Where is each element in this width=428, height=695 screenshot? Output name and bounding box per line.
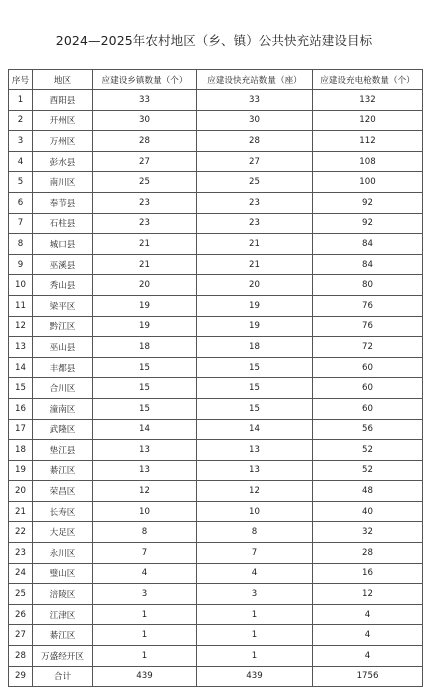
towns-count-cell: 15 <box>93 357 197 378</box>
guns-count-cell: 76 <box>313 295 423 316</box>
region-cell: 合川区 <box>33 378 93 399</box>
towns-count-cell: 23 <box>93 213 197 234</box>
row-index-cell: 3 <box>9 131 33 152</box>
table-row <box>9 192 423 213</box>
row-index-cell: 14 <box>9 357 33 378</box>
stations-count-cell: 1 <box>197 646 313 667</box>
stations-count-cell: 8 <box>197 522 313 543</box>
row-index-cell: 15 <box>9 378 33 399</box>
table-row <box>9 275 423 296</box>
guns-count-cell: 60 <box>313 398 423 419</box>
stations-count-cell: 33 <box>197 90 313 111</box>
row-index-cell: 18 <box>9 440 33 461</box>
table-row <box>9 110 423 131</box>
region-cell: 璧山区 <box>33 563 93 584</box>
stations-count-cell: 28 <box>197 131 313 152</box>
towns-count-cell: 13 <box>93 460 197 481</box>
guns-count-cell: 28 <box>313 543 423 564</box>
stations-count-cell: 7 <box>197 543 313 564</box>
table-row <box>9 481 423 502</box>
stations-count-cell: 23 <box>197 192 313 213</box>
stations-count-cell: 20 <box>197 275 313 296</box>
region-cell: 潼南区 <box>33 398 93 419</box>
stations-count-cell: 18 <box>197 337 313 358</box>
guns-count-cell: 48 <box>313 481 423 502</box>
table-row <box>9 131 423 152</box>
row-index-cell: 11 <box>9 295 33 316</box>
guns-count-cell: 108 <box>313 151 423 172</box>
guns-count-cell: 112 <box>313 131 423 152</box>
table-row <box>9 172 423 193</box>
table-row <box>9 419 423 440</box>
stations-count-cell: 15 <box>197 378 313 399</box>
row-index-cell: 1 <box>9 90 33 111</box>
row-index-cell: 4 <box>9 151 33 172</box>
region-cell: 开州区 <box>33 110 93 131</box>
row-index-cell: 23 <box>9 543 33 564</box>
stations-count-cell: 14 <box>197 419 313 440</box>
row-index-cell: 25 <box>9 584 33 605</box>
row-index-cell: 2 <box>9 110 33 131</box>
towns-count-cell: 3 <box>93 584 197 605</box>
guns-count-cell: 4 <box>313 625 423 646</box>
table-row <box>9 378 423 399</box>
region-cell: 秀山县 <box>33 275 93 296</box>
table-row <box>9 666 423 687</box>
stations-count-cell: 21 <box>197 234 313 255</box>
region-cell: 涪陵区 <box>33 584 93 605</box>
row-index-cell: 13 <box>9 337 33 358</box>
guns-count-cell: 60 <box>313 357 423 378</box>
region-cell: 大足区 <box>33 522 93 543</box>
stations-count-cell: 19 <box>197 316 313 337</box>
region-cell: 长寿区 <box>33 501 93 522</box>
table-row <box>9 646 423 667</box>
stations-count-cell: 15 <box>197 357 313 378</box>
guns-count-cell: 4 <box>313 604 423 625</box>
table-row <box>9 501 423 522</box>
towns-count-cell: 439 <box>93 666 197 687</box>
guns-count-cell: 12 <box>313 584 423 605</box>
region-cell: 巫溪县 <box>33 254 93 275</box>
region-cell: 綦江区 <box>33 460 93 481</box>
table-row <box>9 254 423 275</box>
towns-count-cell: 14 <box>93 419 197 440</box>
towns-count-cell: 20 <box>93 275 197 296</box>
towns-count-cell: 23 <box>93 192 197 213</box>
guns-count-cell: 84 <box>313 234 423 255</box>
region-cell: 巫山县 <box>33 337 93 358</box>
header-cell-towns: 应建设乡镇数量（个） <box>93 70 197 90</box>
table-row <box>9 151 423 172</box>
towns-count-cell: 4 <box>93 563 197 584</box>
region-cell: 丰都县 <box>33 357 93 378</box>
towns-count-cell: 12 <box>93 481 197 502</box>
towns-count-cell: 15 <box>93 398 197 419</box>
row-index-cell: 27 <box>9 625 33 646</box>
guns-count-cell: 52 <box>313 440 423 461</box>
table-row <box>9 440 423 461</box>
guns-count-cell: 132 <box>313 90 423 111</box>
stations-count-cell: 1 <box>197 604 313 625</box>
table-row <box>9 625 423 646</box>
stations-count-cell: 25 <box>197 172 313 193</box>
table-row <box>9 584 423 605</box>
guns-count-cell: 32 <box>313 522 423 543</box>
stations-count-cell: 13 <box>197 440 313 461</box>
region-cell: 合计 <box>33 666 93 687</box>
table-row <box>9 357 423 378</box>
towns-count-cell: 10 <box>93 501 197 522</box>
stations-count-cell: 19 <box>197 295 313 316</box>
row-index-cell: 5 <box>9 172 33 193</box>
table-row <box>9 213 423 234</box>
towns-count-cell: 8 <box>93 522 197 543</box>
charging-station-target-table <box>8 69 423 687</box>
guns-count-cell: 56 <box>313 419 423 440</box>
row-index-cell: 7 <box>9 213 33 234</box>
row-index-cell: 12 <box>9 316 33 337</box>
guns-count-cell: 52 <box>313 460 423 481</box>
row-index-cell: 21 <box>9 501 33 522</box>
towns-count-cell: 33 <box>93 90 197 111</box>
row-index-cell: 10 <box>9 275 33 296</box>
towns-count-cell: 21 <box>93 254 197 275</box>
guns-count-cell: 120 <box>313 110 423 131</box>
row-index-cell: 17 <box>9 419 33 440</box>
towns-count-cell: 7 <box>93 543 197 564</box>
header-cell-region: 地区 <box>33 70 93 90</box>
region-cell: 梁平区 <box>33 295 93 316</box>
header-cell-guns: 应建设充电枪数量（个） <box>313 70 423 90</box>
guns-count-cell: 72 <box>313 337 423 358</box>
towns-count-cell: 18 <box>93 337 197 358</box>
towns-count-cell: 19 <box>93 316 197 337</box>
region-cell: 永川区 <box>33 543 93 564</box>
row-index-cell: 29 <box>9 666 33 687</box>
guns-count-cell: 16 <box>313 563 423 584</box>
stations-count-cell: 21 <box>197 254 313 275</box>
region-cell: 武隆区 <box>33 419 93 440</box>
row-index-cell: 16 <box>9 398 33 419</box>
region-cell: 酉阳县 <box>33 90 93 111</box>
table-row <box>9 563 423 584</box>
table-body <box>9 90 423 687</box>
guns-count-cell: 76 <box>313 316 423 337</box>
guns-count-cell: 92 <box>313 192 423 213</box>
row-index-cell: 20 <box>9 481 33 502</box>
header-cell-index: 序号 <box>9 70 33 90</box>
towns-count-cell: 25 <box>93 172 197 193</box>
stations-count-cell: 4 <box>197 563 313 584</box>
towns-count-cell: 1 <box>93 646 197 667</box>
guns-count-cell: 40 <box>313 501 423 522</box>
table-row <box>9 337 423 358</box>
row-index-cell: 22 <box>9 522 33 543</box>
stations-count-cell: 13 <box>197 460 313 481</box>
region-cell: 南川区 <box>33 172 93 193</box>
region-cell: 黔江区 <box>33 316 93 337</box>
stations-count-cell: 3 <box>197 584 313 605</box>
table-row <box>9 522 423 543</box>
document-title: 2024—2025年农村地区（乡、镇）公共快充站建设目标 <box>55 33 373 48</box>
stations-count-cell: 27 <box>197 151 313 172</box>
row-index-cell: 19 <box>9 460 33 481</box>
row-index-cell: 26 <box>9 604 33 625</box>
table-header-row <box>9 70 423 90</box>
table-row <box>9 234 423 255</box>
stations-count-cell: 30 <box>197 110 313 131</box>
row-index-cell: 28 <box>9 646 33 667</box>
table-row <box>9 460 423 481</box>
table-row <box>9 604 423 625</box>
region-cell: 垫江县 <box>33 440 93 461</box>
stations-count-cell: 15 <box>197 398 313 419</box>
towns-count-cell: 19 <box>93 295 197 316</box>
towns-count-cell: 30 <box>93 110 197 131</box>
towns-count-cell: 15 <box>93 378 197 399</box>
region-cell: 石柱县 <box>33 213 93 234</box>
guns-count-cell: 4 <box>313 646 423 667</box>
region-cell: 万州区 <box>33 131 93 152</box>
stations-count-cell: 23 <box>197 213 313 234</box>
guns-count-cell: 1756 <box>313 666 423 687</box>
towns-count-cell: 1 <box>93 604 197 625</box>
row-index-cell: 8 <box>9 234 33 255</box>
stations-count-cell: 10 <box>197 501 313 522</box>
guns-count-cell: 92 <box>313 213 423 234</box>
table-row <box>9 295 423 316</box>
header-cell-stations: 应建设快充站数量（座） <box>197 70 313 90</box>
region-cell: 奉节县 <box>33 192 93 213</box>
table-row <box>9 398 423 419</box>
guns-count-cell: 60 <box>313 378 423 399</box>
region-cell: 江津区 <box>33 604 93 625</box>
region-cell: 荣昌区 <box>33 481 93 502</box>
region-cell: 城口县 <box>33 234 93 255</box>
stations-count-cell: 12 <box>197 481 313 502</box>
region-cell: 綦江区 <box>33 625 93 646</box>
table-row <box>9 543 423 564</box>
stations-count-cell: 1 <box>197 625 313 646</box>
towns-count-cell: 21 <box>93 234 197 255</box>
region-cell: 彭水县 <box>33 151 93 172</box>
guns-count-cell: 100 <box>313 172 423 193</box>
towns-count-cell: 27 <box>93 151 197 172</box>
region-cell: 万盛经开区 <box>33 646 93 667</box>
towns-count-cell: 28 <box>93 131 197 152</box>
row-index-cell: 9 <box>9 254 33 275</box>
towns-count-cell: 13 <box>93 440 197 461</box>
table-row <box>9 90 423 111</box>
guns-count-cell: 84 <box>313 254 423 275</box>
row-index-cell: 6 <box>9 192 33 213</box>
row-index-cell: 24 <box>9 563 33 584</box>
guns-count-cell: 80 <box>313 275 423 296</box>
towns-count-cell: 1 <box>93 625 197 646</box>
table-row <box>9 316 423 337</box>
stations-count-cell: 439 <box>197 666 313 687</box>
